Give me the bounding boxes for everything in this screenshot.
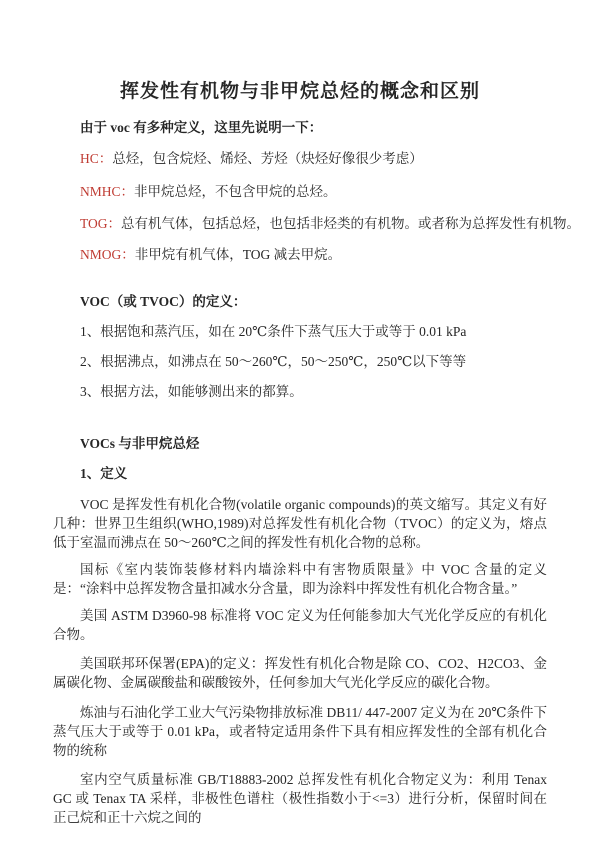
voc-definition-heading: VOC（或 TVOC）的定义： xyxy=(80,294,247,309)
definition-line-nmhc xyxy=(53,182,547,202)
definition-term-hc: HC： xyxy=(80,151,113,166)
definition-desc-nmog: 非甲烷有机气体，TOG 减去甲烷。 xyxy=(134,247,342,262)
definition-desc-nmhc: 非甲烷总烃，不包含甲烷的总烃。 xyxy=(134,184,337,199)
body-paragraph-astm: 美国 ASTM D3960-98 标准将 VOC 定义为任何能参加大气光化学反应的有机化合物。 xyxy=(53,608,547,642)
definition-term-tog: TOG： xyxy=(80,216,122,231)
definition-term-nmog: NMOG： xyxy=(80,247,135,262)
section-heading-vocs: VOCs 与非甲烷总烃 xyxy=(80,436,200,451)
body-paragraph-epa: 美国联邦环保署(EPA)的定义：挥发性有机化合物是除 CO、CO2、H2CO3、金属碳化物、金属碳酸盐和碳酸铵外，任何参加大气光化学反应的碳化合物。 xyxy=(53,656,547,690)
page-title: 挥发性有机物与非甲烷总烃的概念和区别 xyxy=(119,81,480,102)
criterion-item-1: 1、根据饱和蒸汽压，如在 20℃条件下蒸气压大于或等于 0.01 kPa xyxy=(80,324,467,339)
definition-desc-tog: 总有机气体，包括总烃，也包括非烃类的有机物。或者称为总挥发性有机物。 xyxy=(121,216,581,231)
definition-line-tog xyxy=(53,214,581,234)
sub-heading-definition: 1、定义 xyxy=(80,466,128,481)
definition-line-nmog xyxy=(53,245,547,265)
body-paragraph-guobiao: 国标《室内装饰装修材料内墙涂料中有害物质限量》中 VOC 含量的定义是：“涂料中总挥发物含量扣减水分含量，即为涂料中挥发性有机化合物含量。” xyxy=(53,562,547,596)
body-paragraph-who: VOC 是挥发性有机化合物(volatile organic compounds)的英文缩写。其定义有好几种：世界卫生组织(WHO,1989)对总挥发性有机化合物（TVOC）的定义为，熔点低于室温而沸点在 50～260℃之间的挥发性有机化合物的总称。 xyxy=(53,497,547,550)
criterion-item-2: 2、根据沸点，如沸点在 50～260℃，50～250℃，250℃以下等等 xyxy=(80,354,467,369)
definition-desc-hc: 总烃，包含烷烃、烯烃、芳烃（炔烃好像很少考虑） xyxy=(112,151,423,166)
definition-line-hc xyxy=(53,149,547,169)
definition-term-nmhc: NMHC： xyxy=(80,184,135,199)
intro-line: 由于 voc 有多种定义，这里先说明一下： xyxy=(80,120,323,135)
body-paragraph-db11: 炼油与石油化学工业大气污染物排放标准 DB11/ 447-2007 定义为在 20℃条件下蒸气压大于或等于 0.01 kPa，或者特定适用条件下具有相应挥发性的全部有机化合物的统称 xyxy=(53,705,547,758)
criterion-item-3: 3、根据方法，如能够测出来的都算。 xyxy=(80,384,303,399)
body-paragraph-gbt18883: 室内空气质量标准 GB/T18883-2002 总挥发性有机化合物定义为：利用 Tenax GC 或 Tenax TA 采样，非极性色谱柱（极性指数小于<=3）进行分析，保留时间在正己烷和正十六烷之间的 xyxy=(53,772,547,825)
